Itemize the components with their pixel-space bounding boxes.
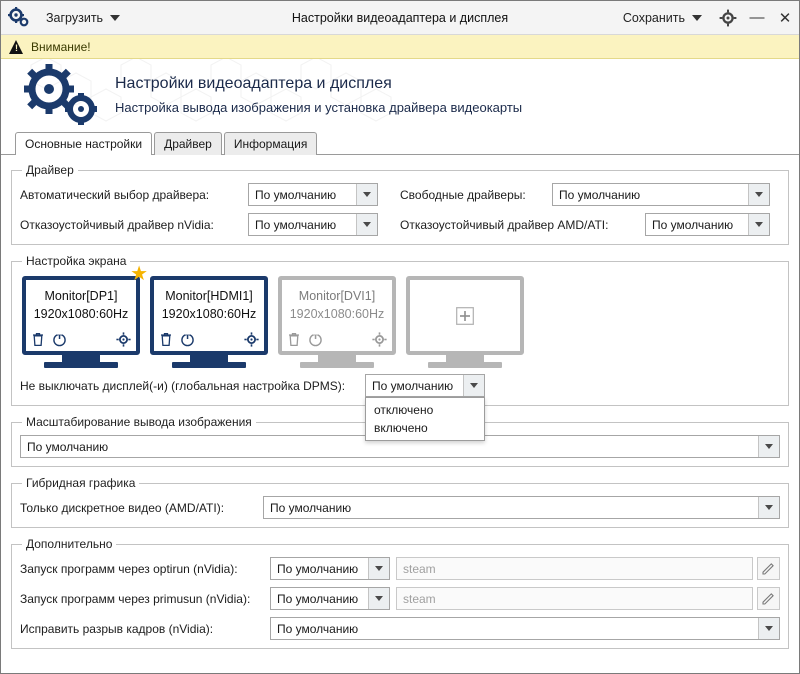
chevron-down-icon[interactable] (748, 184, 769, 205)
auto-driver-label: Автоматический выбор драйвера: (20, 187, 210, 202)
tab-information[interactable]: Информация (224, 132, 317, 155)
monitor-screen (22, 276, 140, 355)
monitor-screen (278, 276, 396, 355)
optirun-combo[interactable] (270, 557, 390, 580)
chevron-down-icon[interactable] (748, 214, 769, 235)
dpms-value: По умолчанию (372, 378, 454, 393)
free-driver-combo[interactable] (552, 183, 770, 206)
free-driver-label: Свободные драйверы: (400, 187, 526, 202)
optirun-label: Запуск программ через optirun (nVidia): (20, 561, 238, 576)
chevron-down-icon[interactable] (758, 497, 779, 518)
warning-triangle-icon (9, 40, 24, 54)
dpms-option-disabled[interactable]: отключено (374, 403, 434, 417)
load-menu-button[interactable] (41, 8, 125, 28)
driver-group-legend: Драйвер (26, 163, 74, 177)
monitor-actions (159, 332, 259, 347)
load-menu-label: Загрузить (46, 10, 104, 25)
minimize-button[interactable]: — (749, 9, 765, 26)
trash-icon[interactable] (287, 332, 301, 347)
trash-icon[interactable] (159, 332, 173, 347)
trash-icon[interactable] (31, 332, 45, 347)
monitor-base (428, 362, 502, 368)
tab-main-settings[interactable]: Основные настройки (15, 132, 152, 155)
gears-icon (17, 63, 101, 127)
extra-group (11, 537, 789, 649)
chevron-down-icon[interactable] (463, 375, 484, 396)
hybrid-row (20, 496, 780, 519)
monitor-name: Monitor[DVI1] (298, 289, 376, 303)
power-icon[interactable] (180, 332, 195, 347)
monitor-mode: 1920x1080:60Hz (289, 307, 385, 321)
dpms-dropdown-list[interactable] (365, 397, 485, 441)
nvidia-fallback-label: Отказоустойчивый драйвер nVidia: (20, 217, 214, 232)
chevron-down-icon[interactable] (368, 588, 389, 609)
monitor-list (20, 263, 780, 374)
auto-driver-combo[interactable] (248, 183, 378, 206)
auto-driver-value: По умолчанию (255, 187, 337, 202)
nvidia-fallback-combo[interactable] (248, 213, 378, 236)
main-content (1, 155, 799, 673)
driver-row-1 (20, 183, 780, 206)
extra-group-legend: Дополнительно (26, 537, 113, 551)
primary-monitor-star-icon: ★ (130, 263, 148, 285)
primusrun-input[interactable]: steam (396, 587, 753, 610)
close-button[interactable]: ✕ (778, 9, 792, 27)
monitor-actions (31, 332, 131, 347)
screen-group-legend: Настройка экрана (26, 254, 127, 268)
hybrid-graphics-group (11, 476, 789, 528)
titlebar-right (618, 8, 793, 28)
dpms-option-enabled[interactable]: включено (374, 421, 428, 435)
titlebar-left (7, 6, 125, 30)
dpms-combo[interactable] (365, 374, 485, 397)
monitor-card-dp1[interactable] (22, 263, 148, 368)
app-logo-icon (7, 6, 31, 30)
save-menu-label: Сохранить (622, 10, 685, 25)
monitor-stand (62, 355, 100, 362)
monitor-stand (446, 355, 484, 362)
monitor-base (44, 362, 118, 368)
warning-text: Внимание! (31, 39, 91, 54)
monitor-card-hdmi1[interactable] (150, 276, 268, 368)
tab-driver[interactable]: Драйвер (154, 132, 222, 155)
primusrun-value: По умолчанию (277, 591, 359, 606)
chevron-down-icon (110, 15, 120, 21)
chevron-down-icon[interactable] (356, 184, 377, 205)
monitor-mode: 1920x1080:60Hz (161, 307, 257, 321)
nvidia-fallback-value: По умолчанию (255, 217, 337, 232)
monitor-name: Monitor[HDMI1] (165, 289, 253, 303)
hybrid-group-legend: Гибридная графика (26, 476, 136, 490)
scaling-group-legend: Масштабирование вывода изображения (26, 415, 252, 429)
chevron-down-icon (692, 15, 702, 21)
discrete-only-combo[interactable] (263, 496, 780, 519)
tearfree-combo[interactable] (270, 617, 780, 640)
primusrun-combo[interactable] (270, 587, 390, 610)
add-monitor-card[interactable] (406, 276, 524, 368)
gear-icon[interactable] (244, 332, 259, 347)
tearfree-value: По умолчанию (277, 621, 359, 636)
optirun-row (20, 557, 780, 580)
warning-bar (1, 35, 799, 59)
chevron-down-icon[interactable] (368, 558, 389, 579)
chevron-down-icon[interactable] (758, 618, 779, 639)
optirun-input[interactable]: steam (396, 557, 753, 580)
discrete-only-label: Только дискретное видео (AMD/ATI): (20, 500, 225, 515)
tearfree-row (20, 617, 780, 640)
amd-fallback-value: По умолчанию (652, 217, 734, 232)
chevron-down-icon[interactable] (758, 436, 779, 457)
monitor-stand (318, 355, 356, 362)
monitor-base (300, 362, 374, 368)
monitor-base (172, 362, 246, 368)
free-driver-value: По умолчанию (559, 187, 641, 202)
page-subtitle: Настройка вывода изображения и установка драйвера видеокарты (115, 100, 523, 115)
tab-bar (1, 131, 799, 155)
driver-row-2 (20, 213, 780, 236)
optirun-value: По умолчанию (277, 561, 359, 576)
gear-icon[interactable] (116, 332, 131, 347)
chevron-down-icon[interactable] (356, 214, 377, 235)
window-title: Настройки видеоадаптера и дисплея (291, 10, 509, 25)
driver-group (11, 163, 789, 245)
gear-icon[interactable] (372, 332, 387, 347)
power-icon[interactable] (308, 332, 323, 347)
primusrun-row (20, 587, 780, 610)
optirun-edit-button[interactable] (757, 557, 780, 580)
monitor-screen-placeholder (406, 276, 524, 355)
primusrun-label: Запуск программ через primusun (nVidia): (20, 591, 251, 606)
gear-icon[interactable] (719, 9, 737, 27)
plus-icon[interactable] (456, 307, 474, 325)
amd-fallback-label: Отказоустойчивый драйвер AMD/ATI: (400, 217, 609, 232)
monitor-actions (287, 332, 387, 347)
monitor-screen (150, 276, 268, 355)
save-menu-button[interactable] (618, 8, 707, 28)
tearfree-label: Исправить разрыв кадров (nVidia): (20, 621, 214, 636)
amd-fallback-combo[interactable] (645, 213, 770, 236)
power-icon[interactable] (52, 332, 67, 347)
monitor-name: Monitor[DP1] (44, 289, 118, 303)
title-bar (1, 1, 799, 35)
monitor-card-dvi1[interactable] (278, 276, 396, 368)
monitor-stand (190, 355, 228, 362)
primusrun-edit-button[interactable] (757, 587, 780, 610)
header-banner (1, 59, 799, 131)
monitor-mode: 1920x1080:60Hz (33, 307, 129, 321)
banner-text (115, 75, 522, 115)
scaling-value: По умолчанию (27, 439, 109, 454)
dpms-label: Не выключать дисплей(-и) (глобальная настройка DPMS): (20, 378, 346, 393)
discrete-only-value: По умолчанию (270, 500, 352, 515)
page-title: Настройки видеоадаптера и дисплея (115, 75, 392, 92)
